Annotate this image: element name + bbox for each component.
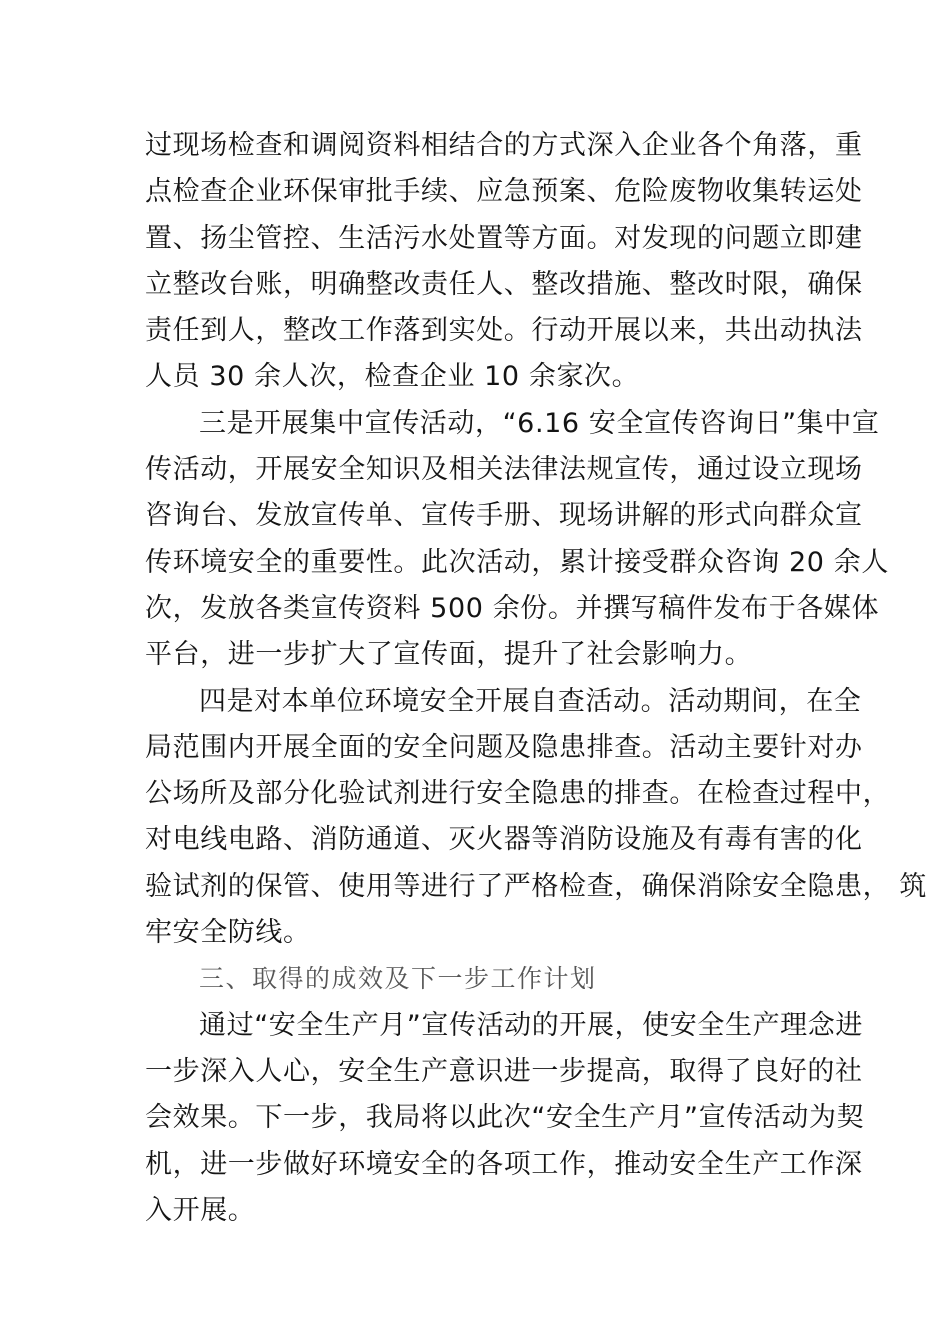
text-line: 过现场检查和调阅资料相结合的方式深入企业各个角落，重 <box>145 130 863 161</box>
text-line: 传环境安全的重要性。此次活动，累计接受群众咨询 20 余人 <box>145 546 889 578</box>
text-line: 次，发放各类宣传资料 500 余份。并撰写稿件发布于各媒体 <box>145 592 880 624</box>
text-line: 人员 30 余人次，检查企业 10 余家次。 <box>145 361 640 393</box>
text-line: 局范围内开展全面的安全问题及隐患排查。活动主要针对办 <box>145 731 863 763</box>
text-line: 传活动，开展安全知识及相关法律法规宣传，通过设立现场 <box>145 454 863 486</box>
text-line: 平台，进一步扩大了宣传面，提升了社会影响力。 <box>145 639 753 671</box>
document-body <box>145 123 927 1234</box>
text-line: 对电线电路、消防通道、灭火器等消防设施及有毒有害的化 <box>145 824 863 856</box>
heading-text: 三、取得的成效及下一步工作计划 <box>199 964 597 994</box>
text-line: 置、扬尘管控、生活污水处置等方面。对发现的问题立即建 <box>145 222 863 254</box>
text-line: 公场所及部分化验试剂进行安全隐患的排查。在检查过程中， <box>145 778 891 810</box>
paragraph-self-inspection <box>145 679 927 957</box>
paragraph-publicity <box>145 401 889 679</box>
paragraph-results <box>145 1003 865 1234</box>
text-line: 入开展。 <box>145 1194 256 1226</box>
text-line: 一步深入人心，安全生产意识进一步提高，取得了良好的社 <box>145 1055 863 1087</box>
section-heading <box>145 956 835 1002</box>
text-line: 验试剂的保管、使用等进行了严格检查，确保消除安全隐患， 筑 <box>145 870 927 902</box>
text-line: 责任到人，整改工作落到实处。行动开展以来，共出动执法 <box>145 315 863 347</box>
text-line: 咨询台、发放宣传单、宣传手册、现场讲解的形式向群众宣 <box>145 500 863 532</box>
text-line: 立整改台账，明确整改责任人、整改措施、整改时限，确保 <box>145 268 863 300</box>
text-line: 会效果。下一步，我局将以此次“安全生产月”宣传活动为契 <box>145 1102 865 1134</box>
text-line: 机，进一步做好环境安全的各项工作，推动安全生产工作深 <box>145 1148 863 1180</box>
text-line-first: 四是对本单位环境安全开展自查活动。活动期间，在全 <box>199 685 862 717</box>
text-line: 牢安全防线。 <box>145 917 311 949</box>
text-line: 点检查企业环保审批手续、应急预案、危险废物收集转运处 <box>145 176 863 208</box>
text-line-first: 通过“安全生产月”宣传活动的开展，使安全生产理念进 <box>199 1009 863 1041</box>
text-line-first: 三是开展集中宣传活动，“6.16 安全宣传咨询日”集中宣 <box>199 407 880 439</box>
paragraph-inspection <box>145 123 863 401</box>
